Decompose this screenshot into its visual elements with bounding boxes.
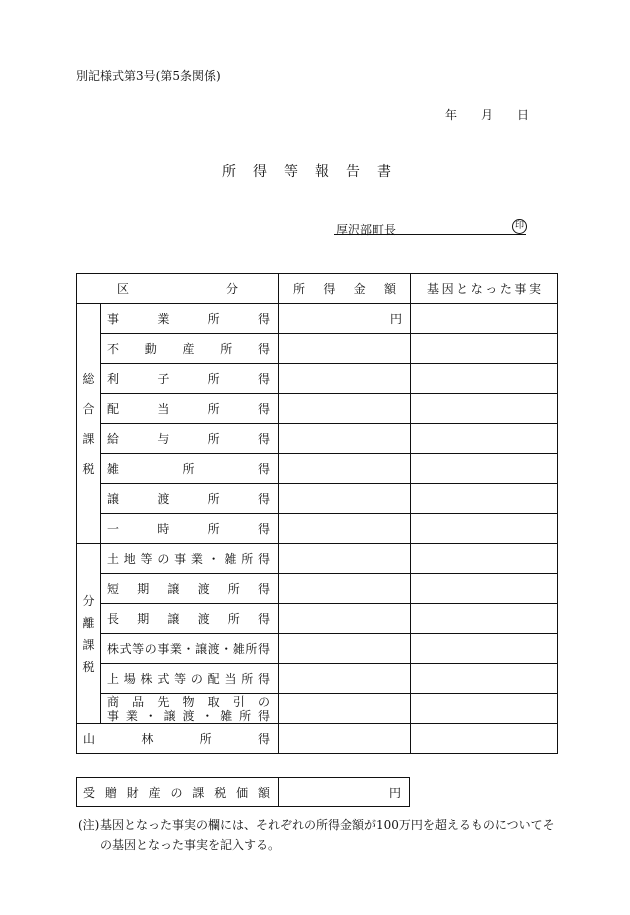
row-label: 長期譲渡所得 xyxy=(101,604,279,634)
table-row xyxy=(77,778,410,807)
income-table xyxy=(76,273,558,754)
table-header-row xyxy=(77,274,558,304)
date-year: 年 xyxy=(445,108,458,122)
table-row xyxy=(77,394,558,424)
row-label: 短期譲渡所得 xyxy=(101,574,279,604)
group-label-sogo: 総 合 課 税 xyxy=(77,304,101,544)
fact-field[interactable] xyxy=(411,604,558,634)
amount-field[interactable] xyxy=(279,604,411,634)
fact-field[interactable] xyxy=(411,424,558,454)
fact-field[interactable] xyxy=(411,364,558,394)
table-row xyxy=(77,334,558,364)
gift-table xyxy=(76,777,410,807)
row-label: 不動産所得 xyxy=(101,334,279,364)
footnote-text: 基因となった事実の欄には、それぞれの所得金額が100万円を超えるものについてその基因となった事実を記入する。 xyxy=(100,818,555,852)
row-label: 上場株式等の配当所得 xyxy=(101,664,279,694)
row-label-sanrin: 山林所得 xyxy=(77,724,279,754)
row-label: 利子所得 xyxy=(101,364,279,394)
fact-field[interactable] xyxy=(411,304,558,334)
amount-field[interactable] xyxy=(279,634,411,664)
amount-field[interactable]: 円 xyxy=(279,304,411,334)
amount-field[interactable] xyxy=(279,424,411,454)
addressee: 厚沢部町長 xyxy=(336,223,397,237)
table-row xyxy=(77,634,558,664)
fact-field[interactable] xyxy=(411,484,558,514)
fact-field[interactable] xyxy=(411,634,558,664)
table-row xyxy=(77,454,558,484)
row-label: 雑所得 xyxy=(101,454,279,484)
document-title: 所得等報告書 xyxy=(222,164,408,180)
row-label-futures: 商品先物取引の 事業・譲渡・雑所得 xyxy=(101,694,279,724)
table-row xyxy=(77,724,558,754)
table-row xyxy=(77,604,558,634)
table-row xyxy=(77,664,558,694)
fact-field[interactable] xyxy=(411,334,558,364)
amount-field[interactable] xyxy=(279,454,411,484)
row-label: 株式等の事業・譲渡・雑所得 xyxy=(101,634,279,664)
header-amount: 所得金額 xyxy=(279,274,411,304)
fact-field[interactable] xyxy=(411,694,558,724)
table-row xyxy=(77,484,558,514)
row-label: 給与所得 xyxy=(101,424,279,454)
addressee-underline xyxy=(334,234,526,235)
table-row xyxy=(77,424,558,454)
fact-field[interactable] xyxy=(411,664,558,694)
fact-field[interactable] xyxy=(411,724,558,754)
table-row xyxy=(77,514,558,544)
amount-field[interactable] xyxy=(279,694,411,724)
seal-mark: 印 xyxy=(512,219,527,234)
table-row xyxy=(77,694,558,724)
footnote xyxy=(78,815,558,855)
row-label: 土地等の事業・雑所得 xyxy=(101,544,279,574)
header-fact: 基因となった事実 xyxy=(411,274,558,304)
fact-field[interactable] xyxy=(411,394,558,424)
table-row xyxy=(77,364,558,394)
table-row xyxy=(77,574,558,604)
row-label: 事業所得 xyxy=(101,304,279,334)
fact-field[interactable] xyxy=(411,574,558,604)
amount-field[interactable] xyxy=(279,514,411,544)
table-row xyxy=(77,304,558,334)
fact-field[interactable] xyxy=(411,514,558,544)
amount-field[interactable] xyxy=(279,394,411,424)
amount-field[interactable] xyxy=(279,664,411,694)
date-day: 日 xyxy=(517,108,530,122)
gift-label: 受贈財産の課税価額 xyxy=(77,778,279,807)
table-row xyxy=(77,544,558,574)
group-label-bunri: 分 離 課 税 xyxy=(77,544,101,724)
date-month: 月 xyxy=(481,108,494,122)
amount-field[interactable] xyxy=(279,364,411,394)
fact-field[interactable] xyxy=(411,454,558,484)
fact-field[interactable] xyxy=(411,544,558,574)
amount-field[interactable] xyxy=(279,544,411,574)
footnote-mark: (注) xyxy=(78,818,100,832)
amount-field[interactable] xyxy=(279,724,411,754)
amount-field[interactable] xyxy=(279,334,411,364)
form-number-label: 別記様式第3号(第5条関係) xyxy=(76,69,221,83)
gift-amount-field[interactable]: 円 xyxy=(279,778,410,807)
header-kubun: 区分 xyxy=(77,274,279,304)
amount-field[interactable] xyxy=(279,484,411,514)
row-label: 譲渡所得 xyxy=(101,484,279,514)
row-label: 一時所得 xyxy=(101,514,279,544)
row-label: 配当所得 xyxy=(101,394,279,424)
amount-field[interactable] xyxy=(279,574,411,604)
